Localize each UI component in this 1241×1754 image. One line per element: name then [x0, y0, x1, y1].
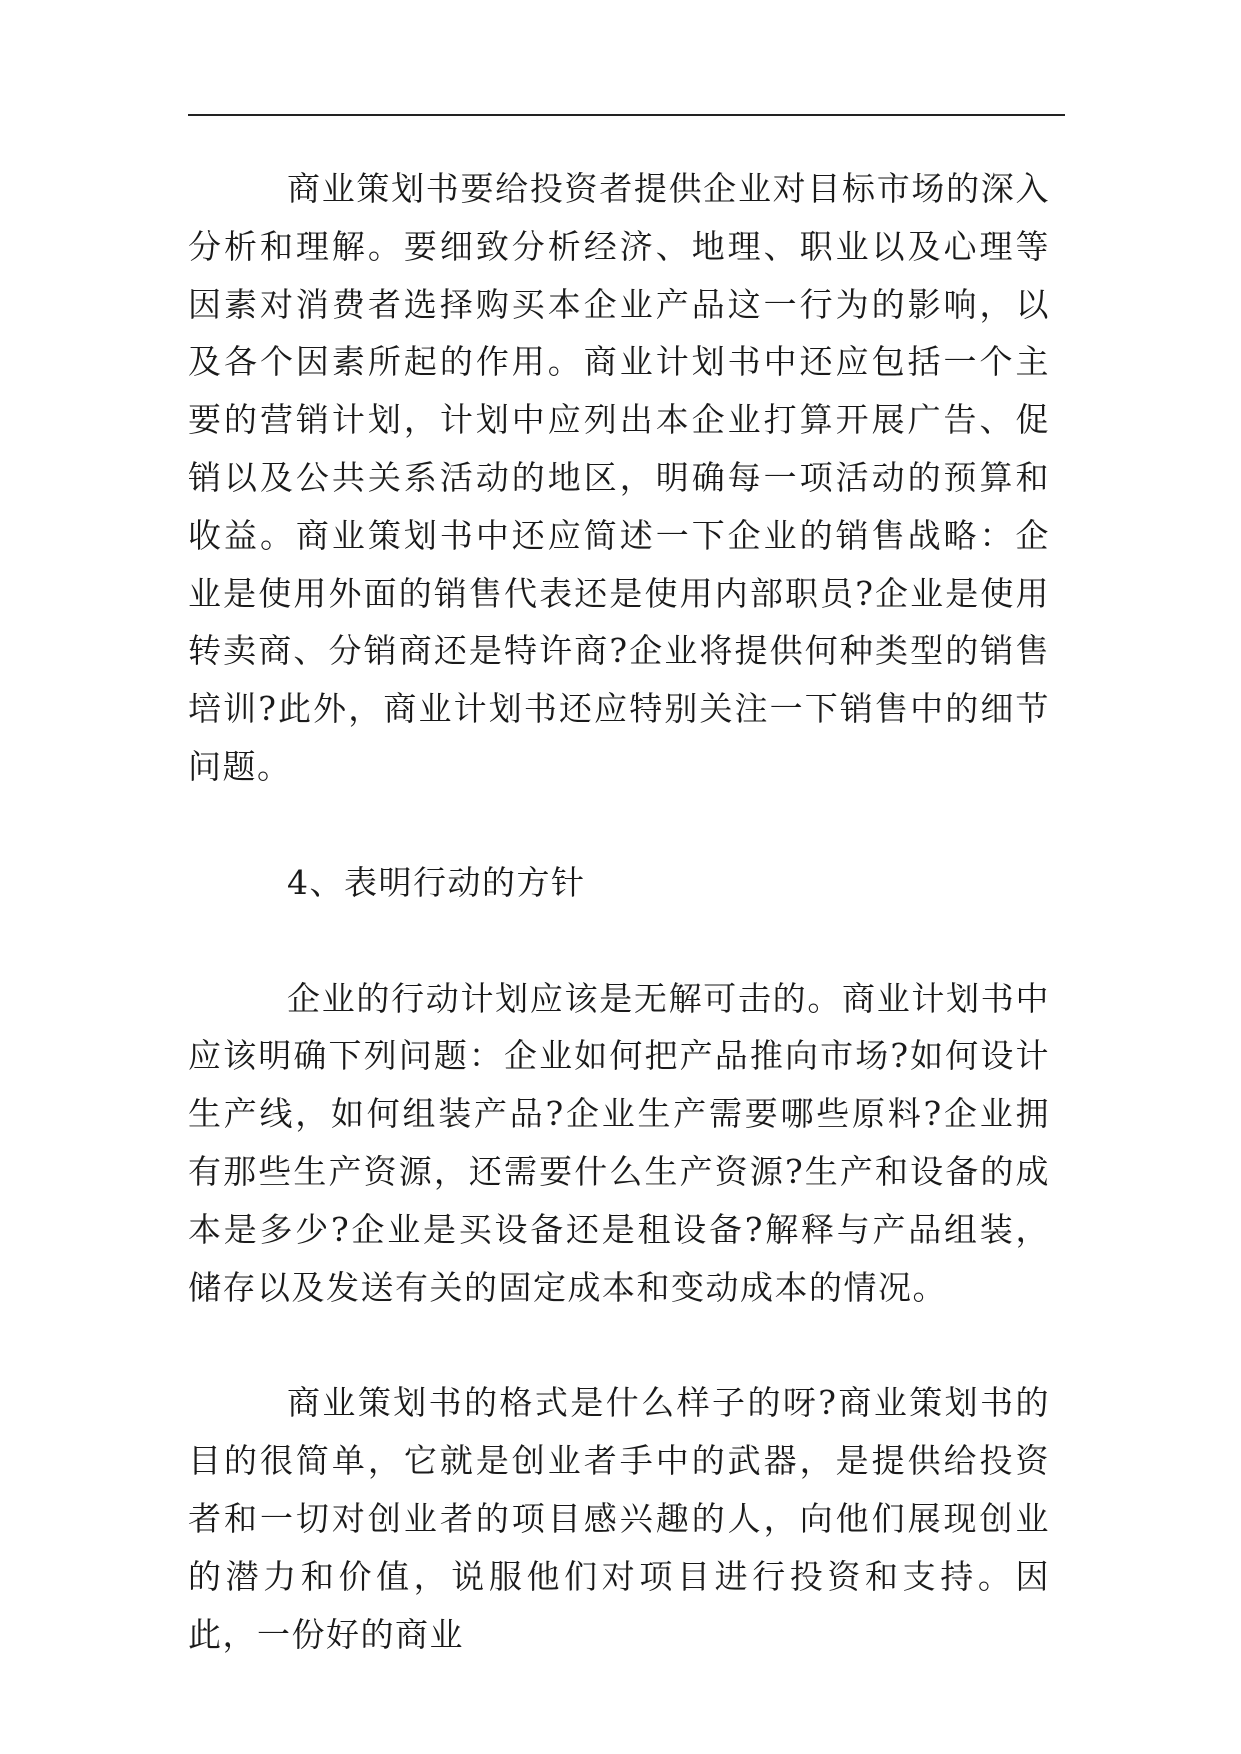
paragraph-format: 商业策划书的格式是什么样子的呀?商业策划书的目的很简单，它就是创业者手中的武器，是提供给投资者和一切对创业者的项目感兴趣的人，向他们展现创业的潜力和价值，说服他们对项目进行投资和支持。因此，一份好的商业 — [188, 1383, 1050, 1654]
paragraph-action-plan: 企业的行动计划应该是无解可击的。商业计划书中应该明确下列问题：企业如何把产品推向市场?如何设计生产线，如何组装产品?企业生产需要哪些原料?企业拥有那些生产资源，还需要什么生产资源?生产和设备的成本是多少?企业是买设备还是租设备?解释与产品组装，储存以及发送有关的固定成本和变动成本的情况。 — [188, 978, 1050, 1307]
paragraph-marketing: 商业策划书要给投资者提供企业对目标市场的深入分析和理解。要细致分析经济、地理、职业以及心理等因素对消费者选择购买本企业产品这一行为的影响，以及各个因素所起的作用。商业计划书中还应包括一个主要的营销计划，计划中应列出本企业打算开展广告、促销以及公共关系活动的地区，明确每一项活动的预算和收益。商业策划书中还应简述一下企业的销售战略：企业是使用外面的销售代表还是使用内部职员?企业是使用转卖商、分销商还是特许商?企业将提供何种类型的销售培训?此外，商业计划书还应特别关注一下销售中的细节问题。 — [188, 169, 1050, 786]
paragraph-gap — [188, 912, 1050, 970]
document-body — [188, 160, 1050, 1663]
paragraph-gap — [188, 1316, 1050, 1374]
section-heading: 4、表明行动的方针 — [287, 862, 586, 902]
paragraph-gap — [188, 796, 1050, 854]
header-rule — [188, 114, 1065, 116]
